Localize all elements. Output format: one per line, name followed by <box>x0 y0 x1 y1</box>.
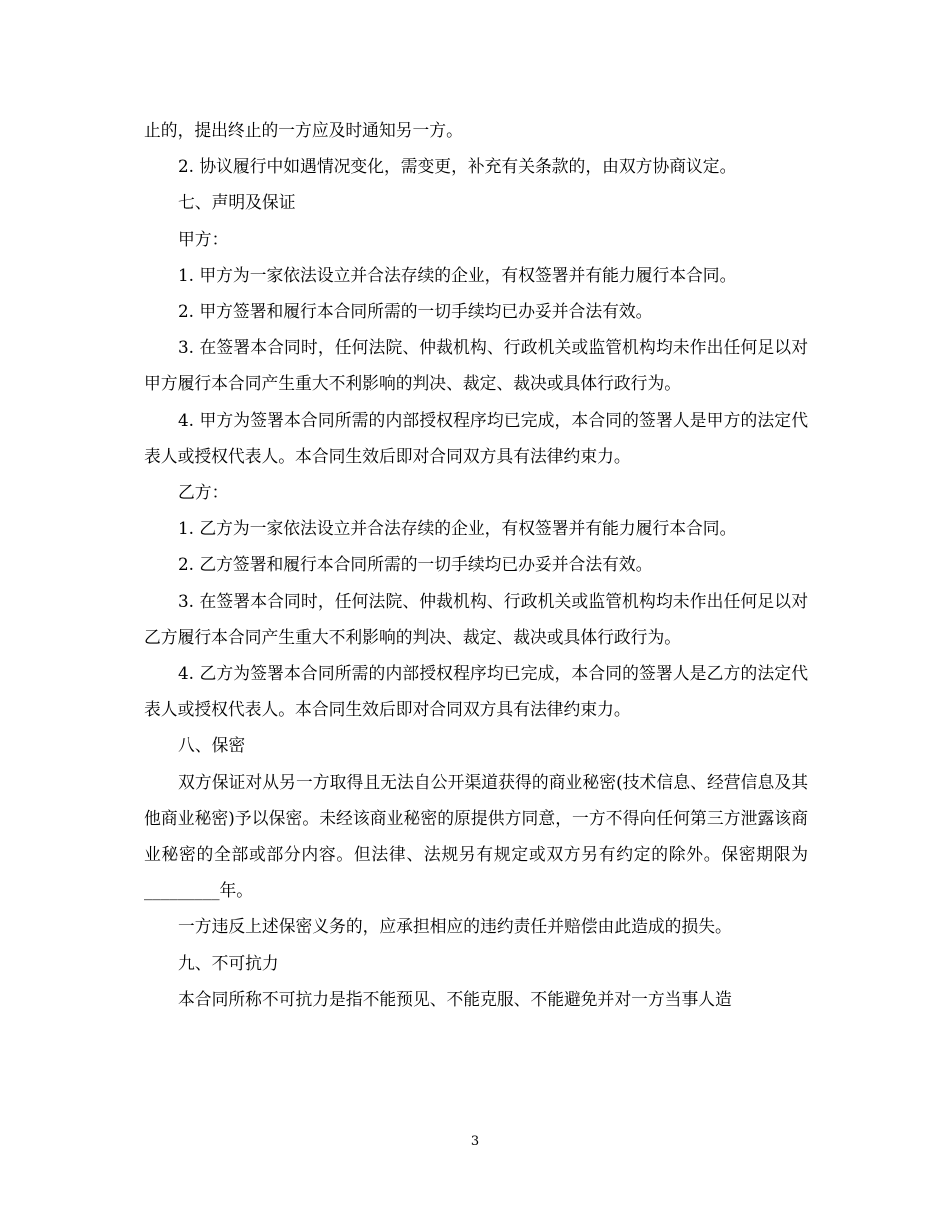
paragraph: 止的，提出终止的一方应及时通知另一方。 <box>144 120 463 140</box>
page-number: 3 <box>470 1134 480 1149</box>
paragraph: 2. 甲方签署和履行本合同所需的一切手续均已办妥并合法有效。 <box>178 301 653 322</box>
paragraph: 一方违反上述保密义务的，应承担相应的违约责任并赔偿由此造成的损失。 <box>178 916 732 937</box>
section-heading: 八、保密 <box>178 735 246 756</box>
party-label: 甲方： <box>178 228 229 249</box>
document-body <box>144 112 808 1017</box>
party-label: 乙方： <box>178 482 229 503</box>
paragraph: 双方保证对从另一方取得且无法自公开渠道获得的商业秘密(技术信息、经营信息及其他商业秘密)予以保密。未经该商业秘密的原提供方同意，一方不得向任何第三方泄露该商业秘密的全部或部分内容。但法律、法规另有规定或双方另有约定的除外。保密期限为_________年。 <box>144 771 808 901</box>
paragraph: 2. 乙方签署和履行本合同所需的一切手续均已办妥并合法有效。 <box>178 554 653 575</box>
paragraph: 2. 协议履行中如遇情况变化，需变更，补充有关条款的，由双方协商议定。 <box>178 156 737 177</box>
paragraph: 4. 乙方为签署本合同所需的内部授权程序均已完成，本合同的签署人是乙方的法定代表人或授权代表人。本合同生效后即对合同双方具有法律约束力。 <box>144 663 808 720</box>
paragraph: 1. 乙方为一家依法设立并合法存续的企业，有权签署并有能力履行本合同。 <box>178 518 737 539</box>
paragraph: 本合同所称不可抗力是指不能预见、不能克服、不能避免并对一方当事人造 <box>178 988 732 1009</box>
paragraph: 3. 在签署本合同时，任何法院、仲裁机构、行政机关或监管机构均未作出任何足以对乙方履行本合同产生重大不利影响的判决、裁定、裁决或具体行政行为。 <box>144 590 808 647</box>
section-heading: 九、不可抗力 <box>178 952 279 973</box>
paragraph: 3. 在签署本合同时，任何法院、仲裁机构、行政机关或监管机构均未作出任何足以对甲方履行本合同产生重大不利影响的判决、裁定、裁决或具体行政行为。 <box>144 337 808 394</box>
section-heading: 七、声明及保证 <box>178 192 296 213</box>
paragraph: 1. 甲方为一家依法设立并合法存续的企业，有权签署并有能力履行本合同。 <box>178 264 737 285</box>
paragraph: 4. 甲方为签署本合同所需的内部授权程序均已完成，本合同的签署人是甲方的法定代表人或授权代表人。本合同生效后即对合同双方具有法律约束力。 <box>144 409 808 466</box>
